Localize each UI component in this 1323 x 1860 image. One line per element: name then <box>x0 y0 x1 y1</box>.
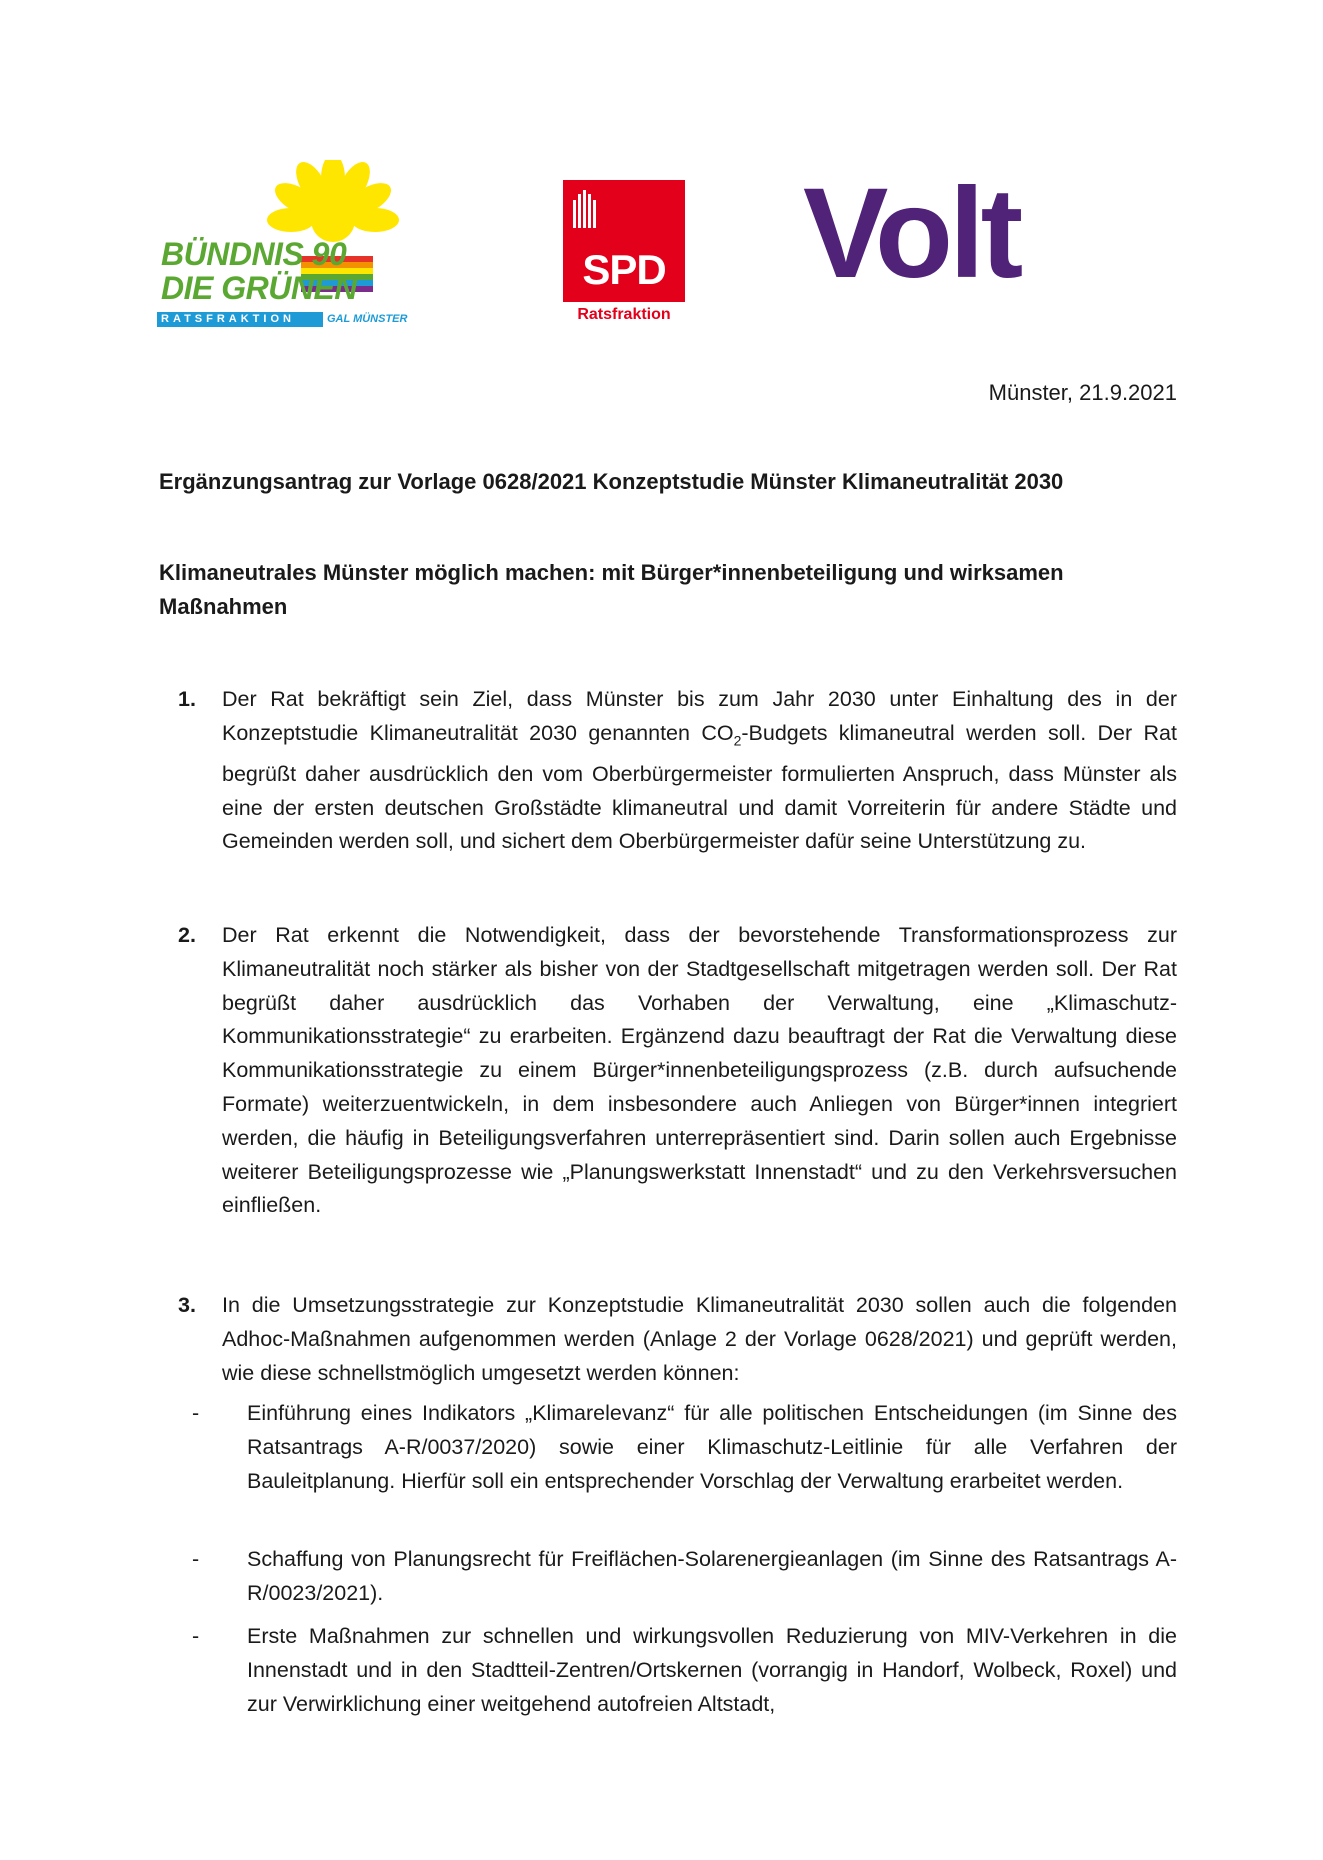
spd-building-icon <box>563 180 685 240</box>
list-item-text: Der Rat erkennt die Notwendigkeit, dass der bevorstehende Transformationsprozess zur Klimaneutralität noch stärker als bisher von der Stadtgesellschaft mitgetragen werden soll. Der Rat begrüßt daher ausdrücklich das Vorhaben der Verwaltung, eine „Klimaschutz-Kommunikationsstrategie“ zu erarbeiten. Ergänzend dazu beauftragt der Rat die Verwaltung diese Kommunikationsstrategie zu einem Bürger*innenbeteiligungsprozess (z.B. durch aufsuchende Formate) weiterzuentwickeln, in dem insbesondere auch Anliegen von Bürger*innen integriert werden, die häufig in Beteiligungsverfahren unterrepräsentiert sind. Darin sollen auch Ergebnisse weiterer Beteiligungsprozesse wie „Planungswerkstatt Innenstadt“ und zu den Verkehrsversuchen einfließen. <box>222 923 1177 1218</box>
gruene-logo <box>155 170 445 325</box>
bullet-dash: - <box>192 1624 200 1648</box>
list-item-number: 2. <box>178 923 196 947</box>
list-item-1 <box>159 683 1177 859</box>
gruene-logo-gal: GAL MÜNSTER <box>327 313 408 325</box>
list-item-number: 3. <box>178 1293 196 1317</box>
bullet-item-2 <box>159 1543 1177 1611</box>
spd-logo-subtitle: Ratsfraktion <box>577 306 671 323</box>
spd-logo-box <box>563 180 685 302</box>
list-item-number: 1. <box>178 687 196 711</box>
document-date: Münster, 21.9.2021 <box>988 380 1177 405</box>
document-title: Ergänzungsantrag zur Vorlage 0628/2021 Konzeptstudie Münster Klimaneutralität 2030 <box>159 469 1064 494</box>
logo-row <box>155 160 1165 330</box>
bullet-text: Schaffung von Planungsrecht für Freiflächen-Solarenergieanlagen (im Sinne des Ratsantrags A-R/0023/2021). <box>247 1547 1177 1605</box>
bullet-text: Erste Maßnahmen zur schnellen und wirkungsvollen Reduzierung von MIV-Verkehren in die Innenstadt und in den Stadtteil-Zentren/Ortskernen (vorrangig in Handorf, Wolbeck, Roxel) und zur Verwirklichung einer weitgehend autofreien Altstadt, <box>247 1624 1177 1716</box>
bullet-dash: - <box>192 1547 200 1571</box>
volt-logo-text: Volt <box>803 162 1020 305</box>
list-item-3 <box>159 1289 1177 1390</box>
gruene-logo-line2: DIE GRÜNEN <box>161 270 357 306</box>
spd-logo-text: SPD <box>582 246 666 293</box>
volt-logo <box>803 162 1083 305</box>
bullet-text: Einführung eines Indikators „Klimarelevanz“ für alle politischen Entscheidungen (im Sinne des Ratsantrags A-R/0037/2020) sowie einer Klimaschutz-Leitlinie für alle Verfahren der Bauleitplanung. Hierfür soll ein entsprechender Vorschlag der Verwaltung erarbeitet werden. <box>247 1401 1177 1493</box>
gruene-logo-ratsfraktion: RATSFRAKTION <box>157 312 323 327</box>
bullet-item-3 <box>159 1620 1177 1721</box>
spd-logo <box>563 180 685 323</box>
list-item-text: In die Umsetzungsstrategie zur Konzeptstudie Klimaneutralität 2030 sollen auch die folgenden Adhoc-Maßnahmen aufgenommen werden (Anlage 2 der Vorlage 0628/2021) und geprüft werden, wie diese schnellstmöglich umgesetzt werden können: <box>222 1293 1177 1385</box>
bullet-dash: - <box>192 1401 200 1425</box>
gruene-logo-line1: BÜNDNIS 90 <box>161 236 347 272</box>
document-subtitle: Klimaneutrales Münster möglich machen: mit Bürger*innenbeteiligung und wirksamen Maßnahmen <box>159 560 1064 619</box>
bullet-item-1 <box>159 1397 1177 1498</box>
list-item-2 <box>159 919 1177 1223</box>
list-item-text: Der Rat bekräftigt sein Ziel, dass Münster bis zum Jahr 2030 unter Einhaltung des in der Konzeptstudie Klimaneutralität 2030 genannten $CO_2$-Budgets klimaneutral werden soll. Der Rat begrüßt daher ausdrücklich den vom Oberbürgermeister formulierten Anspruch, dass Münster als eine der ersten deutschen Großstädte klimaneutral und damit Vorreiterin für andere Städte und Gemeinden werden soll, und sichert dem Oberbürgermeister dafür seine Unterstützung zu. <box>222 687 1177 854</box>
